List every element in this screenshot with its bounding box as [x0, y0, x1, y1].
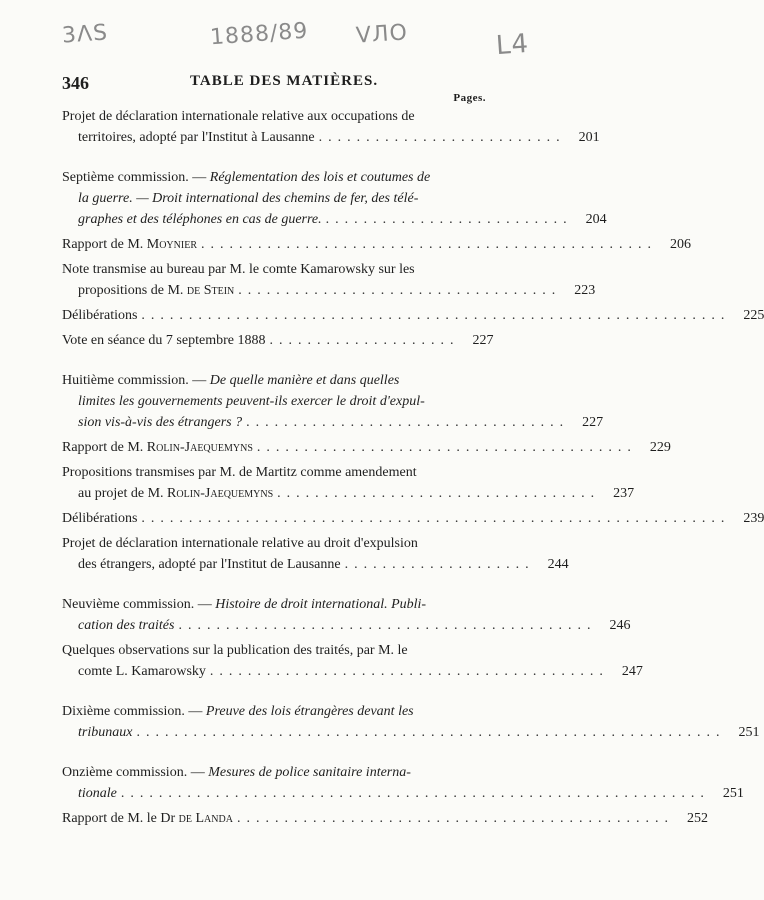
entry-text: des étrangers, adopté par l'Institut de Lausanne — [78, 557, 341, 572]
entry-text: Délibérations — [62, 511, 138, 526]
section-title: Onzième commission. — — [62, 765, 205, 780]
entry-page: 201 — [578, 130, 600, 145]
toc-section — [62, 167, 607, 230]
leader-dots: .......................... — [318, 130, 566, 145]
author-name: Moynier — [146, 237, 197, 252]
leader-dots: .................................. — [238, 283, 562, 298]
leader-dots: .......................................... — [209, 664, 609, 679]
entry-text: Délibérations — [62, 308, 138, 323]
section-subject: tribunaux — [78, 725, 133, 740]
entry-page: 227 — [472, 333, 494, 348]
entry-page: 204 — [585, 212, 607, 227]
leader-dots: .............................................................. — [141, 308, 731, 323]
toc-entry — [62, 106, 600, 148]
entry-text: au projet de M. — [78, 486, 164, 501]
entry-text: Propositions transmises par M. de Martitz comme amendement — [62, 465, 417, 480]
leader-dots: .............................................................. — [141, 511, 731, 526]
entry-page: 225 — [743, 308, 764, 323]
toc-entry — [62, 437, 671, 458]
entry-page: 244 — [547, 557, 569, 572]
section-subject: Histoire de droit international. Publi- — [215, 597, 427, 612]
leader-dots: .............................................................. — [136, 725, 726, 740]
toc-entry — [62, 808, 708, 829]
leader-dots: ........................................ — [256, 440, 637, 455]
entry-page: 251 — [738, 725, 760, 740]
leader-dots: .................................. — [246, 415, 570, 430]
author-name: de Landa — [178, 811, 233, 826]
entry-text: Quelques observations sur la publication des traités, par M. le — [62, 643, 408, 658]
entry-text: Vote en séance du 7 septembre 1888 — [62, 333, 266, 348]
section-title: Dixième commission. — — [62, 704, 203, 719]
section-title: Septième commission. — — [62, 170, 207, 185]
leader-dots: ................................................ — [201, 237, 657, 252]
leader-dots: .......................... — [325, 212, 573, 227]
toc-entry — [62, 533, 569, 575]
entry-page: 206 — [670, 237, 691, 252]
section-subject: la guerre. — Droit international des chemins de fer, des télé- — [78, 191, 419, 206]
author-name: Rolin-Jaequemyns — [146, 440, 253, 455]
section-subject: limites les gouvernements peuvent-ils exercer le droit d'expul- — [78, 394, 425, 409]
entry-text: Projet de déclaration internationale relative aux occupations de — [62, 109, 415, 124]
toc-entry — [62, 462, 635, 504]
handwritten-mark: 1888/89 — [209, 18, 310, 51]
author-name: de Stein — [186, 283, 235, 298]
leader-dots: .............................................................. — [120, 786, 710, 801]
leader-dots: .................................. — [277, 486, 601, 501]
toc-entry — [62, 234, 691, 255]
section-subject: Preuve des lois étrangères devant les — [205, 704, 414, 719]
section-subject: Réglementation des lois et coutumes de — [209, 170, 431, 185]
entry-page: 237 — [613, 486, 635, 501]
section-subject: cation des traités — [78, 618, 175, 633]
entry-page: 223 — [574, 283, 596, 298]
handwritten-mark: VЛO — [355, 20, 409, 49]
author-name: Rolin-Jaequemyns — [167, 486, 274, 501]
entry-text: Projet de déclaration internationale relative au droit d'expulsion — [62, 536, 418, 551]
leader-dots: .............................................. — [236, 811, 674, 826]
leader-dots: .................... — [269, 333, 460, 348]
toc-section — [62, 762, 744, 804]
leader-dots: .................... — [344, 557, 535, 572]
toc-section — [62, 370, 604, 433]
toc-section — [62, 701, 760, 743]
entry-page: 251 — [722, 786, 744, 801]
toc-entry — [62, 508, 764, 529]
entry-page: 239 — [743, 511, 764, 526]
handwritten-mark: 3ΛS — [61, 20, 109, 49]
page-number: 346 — [62, 73, 89, 93]
entry-text: propositions de M. — [78, 283, 184, 298]
table-of-contents — [62, 106, 764, 829]
running-title: TABLE DES MATIÈRES. — [190, 73, 379, 89]
section-title: Neuvième commission. — — [62, 597, 212, 612]
entry-page: 252 — [686, 811, 708, 826]
toc-entry — [62, 259, 596, 301]
section-subject: graphes et des téléphones en cas de guerre. — [78, 212, 322, 227]
entry-page: 227 — [582, 415, 604, 430]
entry-text: territoires, adopté par l'Institut à Lausanne — [78, 130, 315, 145]
entry-page: 246 — [609, 618, 631, 633]
entry-text: Note transmise au bureau par M. le comte Kamarowsky sur les — [62, 262, 415, 277]
entry-text: Rapport de M. — [62, 440, 144, 455]
entry-page: 229 — [649, 440, 671, 455]
section-subject: tionale — [78, 786, 117, 801]
entry-text: Rapport de M. le Dr — [62, 811, 176, 826]
section-subject: De quelle manière et dans quelles — [209, 373, 400, 388]
pages-column-label: Pages. — [453, 92, 486, 104]
entry-page: 247 — [621, 664, 643, 679]
toc-entry — [62, 330, 494, 351]
leader-dots: ............................................ — [178, 618, 597, 633]
section-subject: sion vis-à-vis des étrangers ? — [78, 415, 243, 430]
entry-text: comte L. Kamarowsky — [78, 664, 206, 679]
toc-entry — [62, 305, 764, 326]
toc-section — [62, 594, 631, 636]
handwritten-mark: L4 — [494, 28, 531, 62]
section-title: Huitième commission. — — [62, 373, 207, 388]
toc-entry — [62, 640, 643, 682]
entry-text: Rapport de M. — [62, 237, 144, 252]
section-subject: Mesures de police sanitaire interna- — [208, 765, 411, 780]
